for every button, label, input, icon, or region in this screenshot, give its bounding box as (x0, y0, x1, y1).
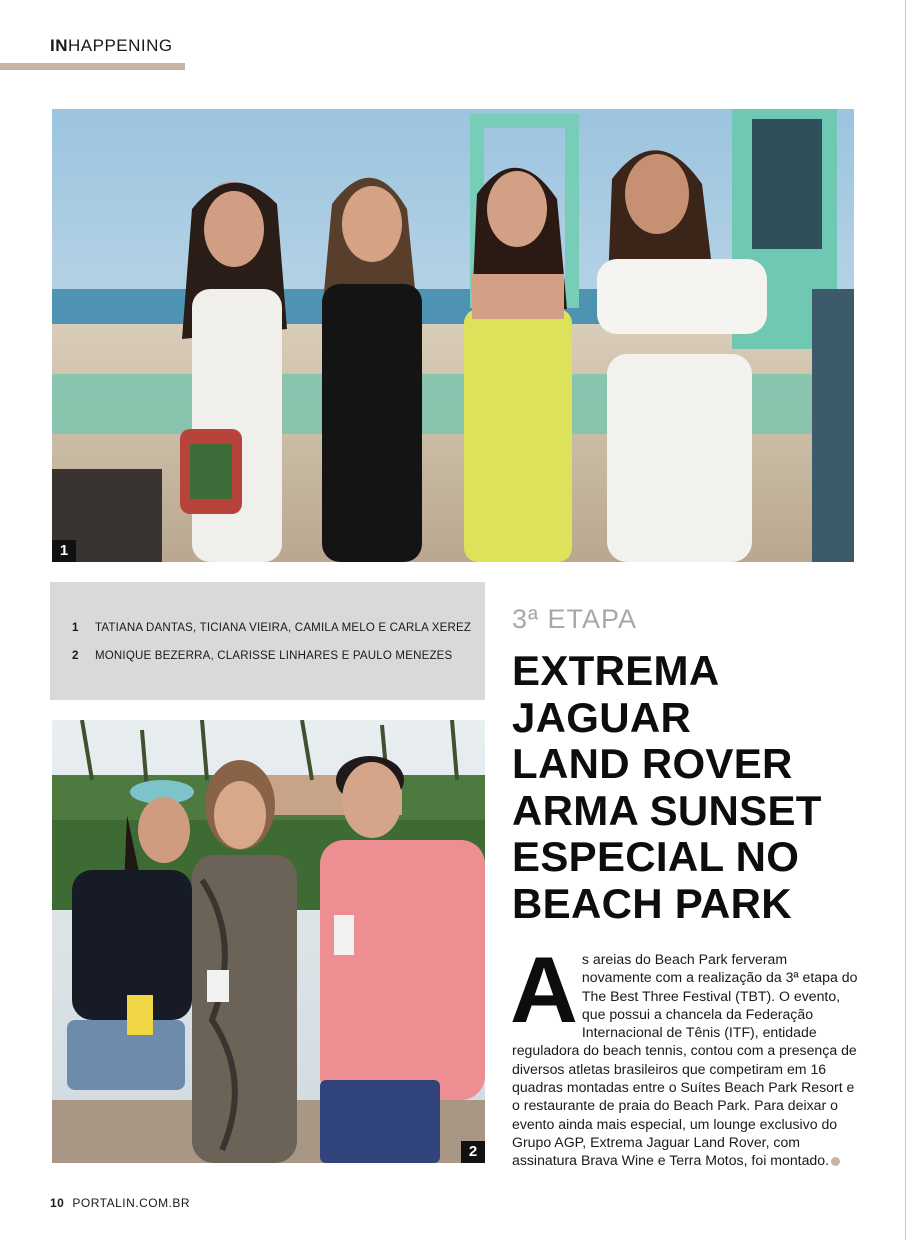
caption-number: 1 (72, 622, 79, 634)
photo-2-image (52, 720, 485, 1163)
section-label-rest: HAPPENING (68, 36, 173, 55)
headline-line: JAGUAR (512, 693, 692, 741)
section-label-bold: IN (50, 36, 68, 55)
photo-1-image (52, 109, 854, 562)
photo-2-number: 2 (461, 1141, 485, 1163)
article-body (510, 937, 858, 1170)
caption-number: 2 (72, 650, 79, 662)
headline-line: EXTREMA (512, 647, 720, 694)
section-accent-bar (0, 63, 185, 70)
photo-1 (52, 109, 854, 562)
end-mark-icon (831, 1157, 840, 1166)
caption-text: MONIQUE BEZERRA, CLARISSE LINHARES E PAULO MENEZES (95, 650, 453, 662)
headline-line: BEACH PARK (512, 879, 792, 927)
photo-2 (52, 720, 485, 1163)
page-number: 10 (50, 1196, 65, 1210)
caption-text: TATIANA DANTAS, TICIANA VIEIRA, CAMILA MELO E CARLA XEREZ (95, 622, 472, 634)
article-body-text: s areias do Beach Park ferveram novamente com a realização da 3ª etapa do The Best Three Festival (TBT). O evento, que possui a chancela da Federação Internacional de Tênis (ITF), entidade reguladora do beach tennis, contou com a presença de diversos atletas brasileiros que competiram em 16 quadras montadas entre o Suítes Beach Park Resort e o restaurante de praia do Beach Park. Para deixar o evento ainda mais especial, um lounge exclusivo do Grupo AGP, Extrema Jaguar Land Rover, com assinatura Brava Wine e Terra Motos, foi montado. (512, 951, 858, 1169)
headline-line: ESPECIAL NO (512, 833, 800, 880)
caption-box (50, 582, 485, 700)
page-footer (50, 1196, 190, 1210)
headline-line: LAND ROVER (512, 740, 793, 787)
photo-1-number: 1 (52, 540, 76, 562)
section-label (50, 36, 173, 56)
article-headline (512, 648, 872, 927)
footer-site: PORTALIN.COM.BR (72, 1196, 191, 1210)
drop-cap: A (510, 937, 578, 1042)
headline-line: ARMA SUNSET (512, 786, 822, 834)
article-kicker: 3ª ETAPA (512, 604, 638, 634)
